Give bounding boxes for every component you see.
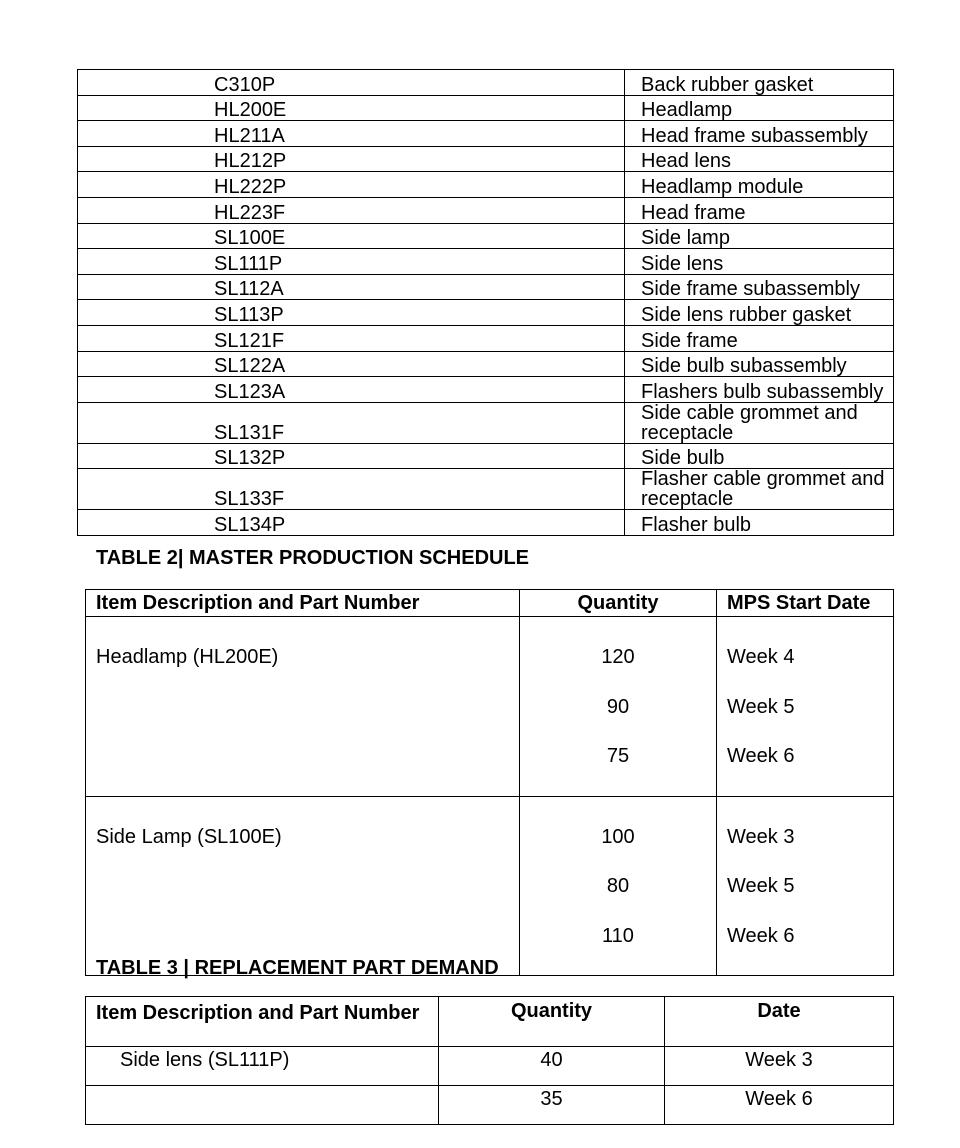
column-header-quantity: Quantity (520, 590, 717, 617)
part-number-cell: HL211A (78, 121, 625, 147)
date-value: Week 6 (727, 745, 795, 767)
quantity-value: 75 (606, 745, 630, 767)
part-number-cell: SL131F (78, 402, 625, 443)
quantity-value: 90 (606, 695, 630, 718)
column-header-item: Item Description and Part Number (86, 997, 439, 1047)
quantity-value: 110 (602, 924, 634, 947)
table-row (78, 402, 894, 443)
date-cell: Week 6 (665, 1086, 894, 1125)
table-row (78, 249, 894, 275)
table3-title: TABLE 3 | REPLACEMENT PART DEMAND (96, 957, 499, 979)
column-header-mps-start-date: MPS Start Date (717, 590, 894, 617)
quantity-cell: 35 (439, 1086, 665, 1125)
part-description-cell: Head lens (625, 146, 894, 172)
part-number-cell: SL134P (78, 510, 625, 536)
date-cell: Week 3 (665, 1047, 894, 1086)
table-row (78, 325, 894, 351)
column-header-quantity: Quantity (439, 997, 665, 1047)
part-description-cell: Side frame (625, 325, 894, 351)
quantity-cell (520, 617, 717, 797)
date-value: Week 5 (727, 875, 795, 897)
date-value: Week 3 (727, 825, 795, 848)
table-row (78, 510, 894, 536)
replacement-part-demand-table (85, 996, 894, 1125)
item-cell (86, 1086, 439, 1125)
quantity-cell: 40 (439, 1047, 665, 1086)
date-value: Week 6 (727, 924, 795, 947)
part-description-cell: Flasher cable grommet and receptacle (625, 469, 894, 510)
part-number-cell: SL100E (78, 223, 625, 249)
table2-title: TABLE 2| MASTER PRODUCTION SCHEDULE (96, 547, 530, 569)
table-row (78, 469, 894, 510)
part-description-cell: Side bulb subassembly (625, 351, 894, 377)
part-number-cell: SL123A (78, 377, 625, 403)
part-description-cell: Side frame subassembly (625, 274, 894, 300)
part-number-cell: HL212P (78, 146, 625, 172)
part-number-cell: SL132P (78, 443, 625, 469)
part-description-cell: Headlamp (625, 95, 894, 121)
part-number-cell: HL200E (78, 95, 625, 121)
part-description-cell: Side lamp (625, 223, 894, 249)
part-number-cell: HL223F (78, 197, 625, 223)
part-description-cell: Side lens (625, 249, 894, 275)
part-description-cell: Back rubber gasket (625, 70, 894, 96)
item-cell: Side Lamp (SL100E) (86, 796, 520, 976)
item-cell: Headlamp (HL200E) (86, 617, 520, 797)
date-value: Week 4 (727, 646, 795, 668)
master-production-schedule-table (85, 589, 894, 976)
table-row (78, 274, 894, 300)
table-row (78, 300, 894, 326)
table-header-row (86, 590, 894, 617)
quantity-cell (520, 796, 717, 976)
table-row (78, 443, 894, 469)
part-description-cell: Side cable grommet and receptacle (625, 402, 894, 443)
part-number-cell: SL112A (78, 274, 625, 300)
part-description-cell: Head frame subassembly (625, 121, 894, 147)
parts-list-table (77, 69, 894, 536)
column-header-date: Date (665, 997, 894, 1047)
table-row (78, 70, 894, 96)
part-number-cell: SL133F (78, 469, 625, 510)
part-description-cell: Head frame (625, 197, 894, 223)
date-cell (717, 796, 894, 976)
part-description-cell: Side lens rubber gasket (625, 300, 894, 326)
table-row (78, 121, 894, 147)
part-description-cell: Side bulb (625, 443, 894, 469)
table-row (78, 223, 894, 249)
quantity-value: 100 (601, 825, 635, 848)
part-description-cell: Flasher bulb (625, 510, 894, 536)
part-number-cell: C310P (78, 70, 625, 96)
item-cell: Side lens (SL111P) (86, 1047, 439, 1086)
table-row (86, 1047, 894, 1086)
column-header-item: Item Description and Part Number (86, 590, 520, 617)
table-row (86, 1086, 894, 1125)
quantity-value: 80 (606, 875, 630, 897)
table-row (78, 377, 894, 403)
date-cell (717, 617, 894, 797)
table-row (86, 796, 894, 976)
part-description-cell: Headlamp module (625, 172, 894, 198)
table-row (78, 351, 894, 377)
part-number-cell: SL121F (78, 325, 625, 351)
date-value: Week 5 (727, 695, 795, 718)
part-number-cell: SL122A (78, 351, 625, 377)
part-number-cell: HL222P (78, 172, 625, 198)
table-row (78, 172, 894, 198)
part-number-cell: SL111P (78, 249, 625, 275)
table-row (78, 197, 894, 223)
table-header-row (86, 997, 894, 1047)
table-row (78, 95, 894, 121)
table-row (78, 146, 894, 172)
part-description-cell: Flashers bulb subassembly (625, 377, 894, 403)
quantity-value: 120 (601, 646, 635, 668)
table-row (86, 617, 894, 797)
part-number-cell: SL113P (78, 300, 625, 326)
